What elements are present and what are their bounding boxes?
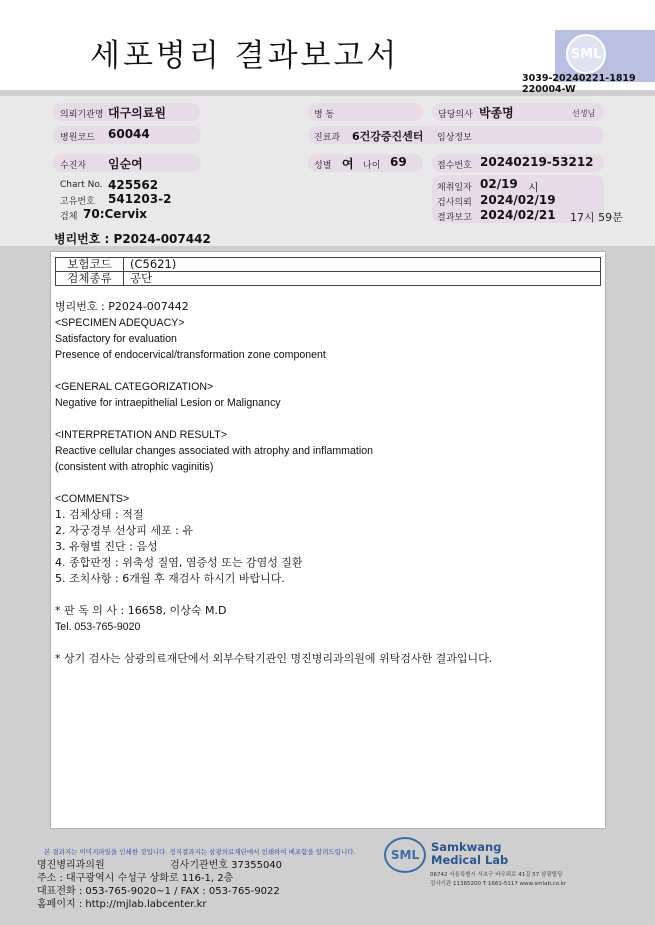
dept-value: 6건강증진센터 [352,130,424,143]
lab-registration: 검사기관번호 37355040 [170,860,283,871]
blank-line [55,475,600,491]
report-line: <GENERAL CATEGORIZATION> [55,381,214,393]
samkwang-address-line1: 06742 서울특별시 서초구 바우뫼로 41길 57 삼광빌딩 [430,872,563,878]
lab-phone: 대표전화 : 053-765-9020~1 / FAX : 053-765-9022 [37,886,280,897]
request-label: 검사의뢰 [437,198,472,208]
report-line: Presence of endocervical/transformation zone component [55,349,326,361]
samkwang-name-line1: Samkwang [431,840,502,854]
blank-line [55,635,600,651]
report-line: 5. 조치사항 : 6개월 후 재검사 하시기 바랍니다. [55,572,285,585]
hospital-code-value: 60044 [108,127,150,141]
insurance-code-label: 보험코드 [56,258,124,272]
report-line: 3. 유형별 진단 : 음성 [55,540,158,553]
report-line: * 판 독 의 사 : 16658, 이상숙 M.D [55,604,227,617]
receipt-value: 20240219-53212 [480,155,594,169]
report-body [50,251,606,829]
age-label: 나이 [363,161,381,171]
report-header [0,0,655,95]
report-text [55,299,600,667]
report-line: 2. 자궁경부 선상피 세포 : 유 [55,524,193,537]
code-table [55,257,601,286]
clinical-info-label: 임상정보 [437,133,472,143]
collect-value: 02/19 [480,177,518,191]
report-line: <COMMENTS> [55,493,130,505]
page-title: 세포병리 결과보고서 [90,38,400,74]
samkwang-name-line2: Medical Lab [431,853,509,867]
doctor-suffix: 선생님 [572,109,596,118]
requester-label: 의뢰기관명 [60,110,104,120]
hospital-code-label: 병원코드 [60,133,95,143]
report-line: Reactive cellular changes associated with atrophy and inflammation [55,445,373,457]
lab-address: 주소 : 대구광역시 수성구 상화로 116-1, 2층 [37,873,234,884]
sml-logo-icon: SML [566,34,606,74]
specimen-type-label: 검체종류 [56,272,124,286]
report-line: Satisfactory for evaluation [55,333,177,345]
sex-value: 여 [342,157,354,171]
patient-label: 수진자 [60,161,87,171]
lab-name: 명진병리과의원 [37,860,105,871]
report-line: Tel. 053-765-9020 [55,621,141,633]
specimen-value: 70:Cervix [83,207,148,221]
chart-value: 425562 [108,178,159,192]
table-row [56,258,601,272]
document-id [522,73,652,95]
report-date-label: 결과보고 [437,213,472,223]
samkwang-name [431,841,508,867]
report-line: 4. 종합판정 : 위축성 질염, 염증성 또는 감염성 질환 [55,556,303,569]
doctor-value: 박종명 [479,106,514,120]
report-line: (consistent with atrophic vaginitis) [55,461,214,473]
collect-label: 채취일자 [437,183,472,193]
receipt-label: 접수번호 [437,161,472,171]
samkwang-address [430,871,566,889]
document-id-line1: 3039-20240221-1819 [522,73,636,84]
specimen-type-value: 공단 [124,272,601,286]
collect-suffix: 시 [528,181,539,194]
patient-value: 임순여 [108,157,143,171]
report-line: * 상기 검사는 삼광의료재단에서 외부수탁기관인 명진병리과의원에 위탁검사한 결과입니다. [55,652,493,665]
blank-line [55,411,600,427]
report-line: <SPECIMEN ADEQUACY> [55,317,185,329]
report-footer [0,835,655,925]
unique-label: 고유번호 [60,197,95,207]
report-line: <INTERPRETATION AND RESULT> [55,429,227,441]
samkwang-logo-icon: SML [384,837,426,873]
request-value: 2024/02/19 [480,193,556,207]
specimen-label: 검체 [60,212,78,222]
doctor-label: 담당의사 [438,110,473,120]
report-time: 17시 59분 [570,211,623,224]
pathology-number: 병리번호 : P2024-007442 [54,232,211,246]
ward-label: 병 동 [314,110,335,120]
sex-label: 성별 [314,161,332,171]
patient-info-section [0,96,655,246]
report-line: Negative for intraepithelial Lesion or Malignancy [55,397,281,409]
unique-value: 541203-2 [108,192,172,206]
report-line: 1. 검체상태 : 적절 [55,508,144,521]
blank-line [55,363,600,379]
print-notice: 본 결과지는 이미지파일을 인쇄한 것입니다. 정식결과지는 삼광의료재단에서 인쇄하여 배포함을 알려드립니다. [44,848,356,856]
blank-line [55,587,600,603]
report-line: 병리번호 : P2024-007442 [55,300,189,313]
samkwang-address-line2: 검사기관 11365200 T 1661-5117 www.smlab.co.kr [430,881,567,887]
insurance-code-value: (C5621) [124,258,601,272]
lab-website: 홈페이지 : http://mjlab.labcenter.kr [37,899,207,910]
age-value: 69 [390,155,407,169]
document-id-line2: 220004-W [522,84,576,95]
requester-value: 대구의료원 [108,106,166,120]
report-date-value: 2024/02/21 [480,208,556,222]
table-row [56,272,601,286]
dept-label: 진료과 [314,133,341,143]
chart-label: Chart No. [60,180,103,190]
